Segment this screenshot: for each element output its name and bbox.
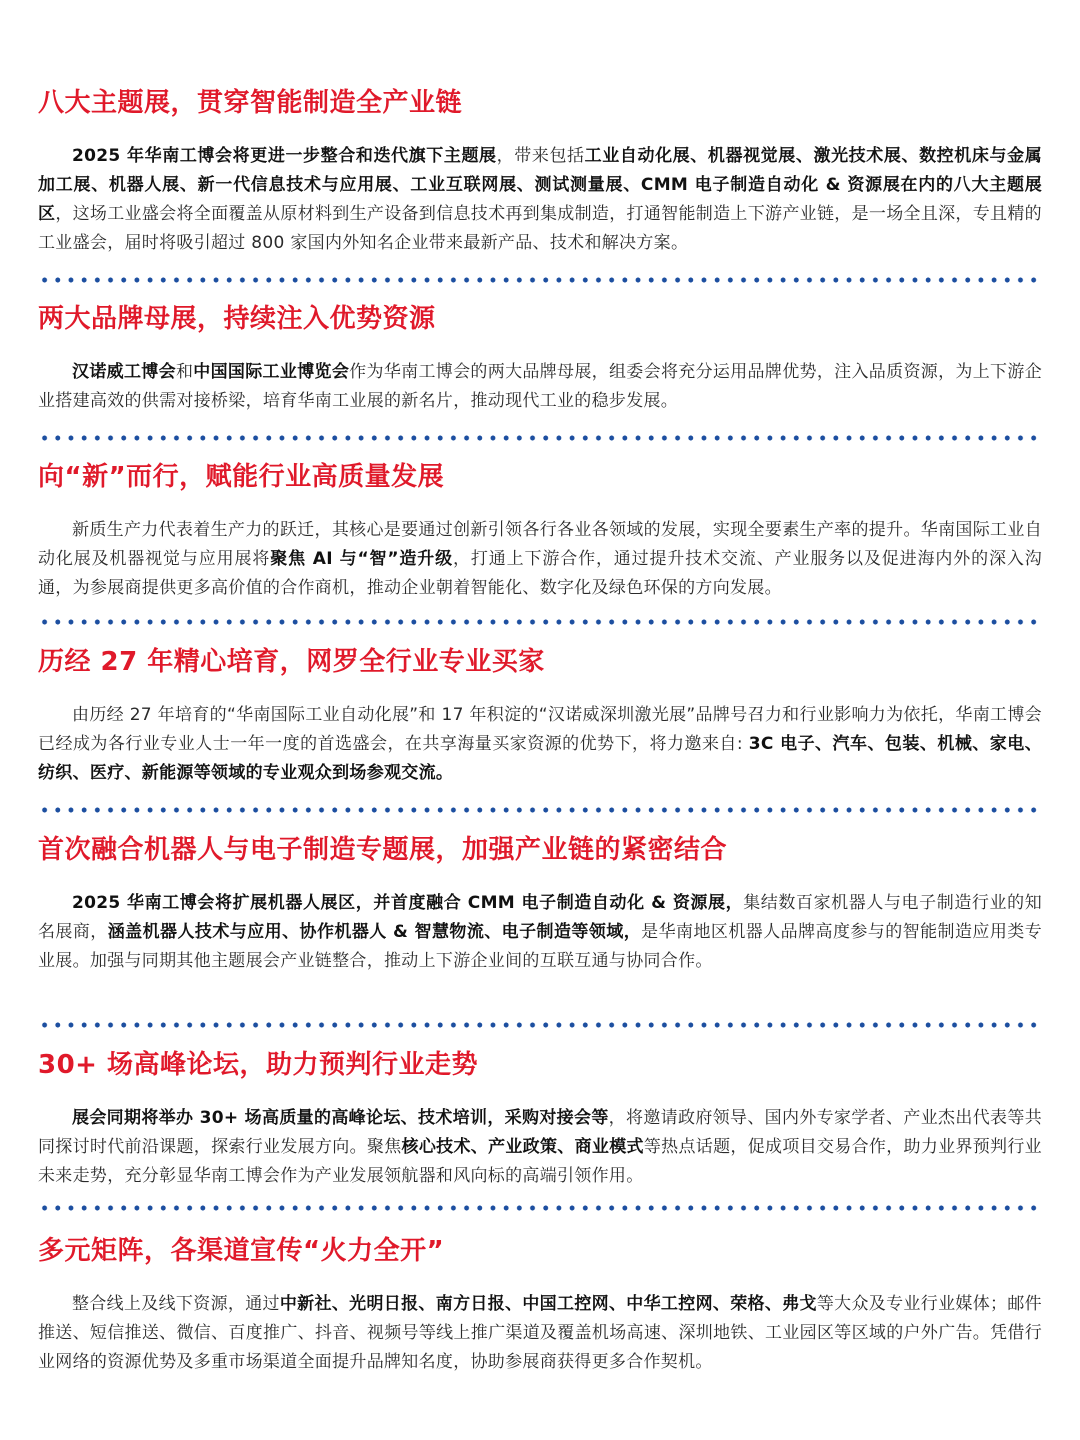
body-bold-text: 聚焦 AI 与“智”造升级: [270, 549, 454, 569]
body-bold-text: 核心技术、产业政策、商业模式: [401, 1137, 644, 1157]
body-bold-text: 中国国际工业博览会: [193, 362, 350, 382]
body-text: 是华南地区机器人品牌高度参与的智能制造应用类专业展。加强与同期其他主题展会产业链整合，推动上下游企业间的互联互通与协同合作。: [38, 922, 1043, 971]
section-title: 历经 27 年精心培育，网罗全行业专业买家: [38, 647, 545, 677]
section-body: [38, 358, 1042, 416]
body-text: 整合线上及线下资源，通过: [72, 1294, 280, 1314]
dotted-divider: [38, 807, 1042, 813]
section-body: [38, 889, 1042, 976]
dotted-divider: [38, 277, 1042, 283]
body-text: 由历经 27 年培育的“华南国际工业自动化展”和 17 年积淀的“汉诺威深圳激光展”品牌号召力和行业影响力为依托，华南工博会已经成为各行业专业人士一年一度的首选盛会，在共享海量买家资源的优势下，将力邀来自:: [38, 705, 1042, 754]
body-bold-text: 中新社、光明日报、南方日报、中国工控网、中华工控网、荣格、弗戈: [279, 1294, 817, 1314]
body-text: ，这场工业盛会将全面覆盖从原材料到生产设备到信息技术再到集成制造，打通智能制造上下游产业链，是一场全且深，专且精的工业盛会，届时将吸引超过 800 家国内外知名企业带来最新产品、技术和解决方案。: [38, 204, 1042, 253]
section-body: [38, 701, 1042, 788]
body-text: ，带来包括: [496, 146, 585, 166]
section-title: 两大品牌母展，持续注入优势资源: [38, 304, 436, 334]
section-body: [38, 142, 1042, 258]
body-bold-text: 2025 华南工博会将扩展机器人展区，并首度融合 CMM 电子制造自动化 & 资源展，: [72, 893, 744, 913]
body-bold-text: 2025 年华南工博会将更进一步整合和迭代旗下主题展: [72, 146, 497, 166]
section-title: 首次融合机器人与电子制造专题展，加强产业链的紧密结合: [38, 835, 728, 865]
body-text: 和: [175, 362, 194, 382]
dotted-divider: [38, 1205, 1042, 1211]
body-text: ，将邀请政府领导、国内外专家学者、产业杰出代表等共同探讨时代前沿课题，探索行业发展方向。聚焦: [38, 1108, 1042, 1157]
body-text: 集结数百家机器人与电子制造行业的知名展商，: [38, 893, 1042, 942]
body-bold-text: 工业自动化展、机器视觉展、激光技术展、数控机床与金属加工展、机器人展、新一代信息技术与应用展、工业互联网展、测试测量展、CMM 电子制造自动化 & 资源展在内的八大主题展区: [38, 146, 1042, 224]
body-text: 等大众及专业行业媒体；邮件推送、短信推送、微信、百度推广、抖音、视频号等线上推广渠道及覆盖机场高速、深圳地铁、工业园区等区域的户外广告。凭借行业网络的资源优势及多重市场渠道全面提升品牌知名度，协助参展商获得更多合作契机。: [38, 1294, 1042, 1372]
dotted-divider: [38, 619, 1042, 625]
section-title: 八大主题展，贯穿智能制造全产业链: [38, 88, 463, 118]
body-text: 等热点话题，促成项目交易合作，助力业界预判行业未来走势，充分彰显华南工博会作为产业发展领航器和风向标的高端引领作用。: [38, 1137, 1042, 1186]
section-title: 30+ 场高峰论坛，助力预判行业走势: [38, 1050, 479, 1080]
dotted-divider: [38, 1022, 1042, 1028]
body-bold-text: 3C 电子、汽车、包装、机械、家电、纺织、医疗、新能源等领域的专业观众到场参观交流。: [38, 734, 1043, 783]
section-body: [38, 1290, 1042, 1377]
body-bold-text: 汉诺威工博会: [72, 362, 176, 382]
section-title: 向“新”而行，赋能行业高质量发展: [38, 462, 445, 492]
section-body: [38, 516, 1042, 603]
section-body: [38, 1104, 1042, 1191]
body-bold-text: 涵盖机器人技术与应用、协作机器人 & 智慧物流、电子制造等领域，: [107, 922, 642, 942]
body-text: ，打通上下游合作，通过提升技术交流、产业服务以及促进海内外的深入沟通，为参展商提供更多高价值的合作商机，推动企业朝着智能化、数字化及绿色环保的方向发展。: [38, 549, 1042, 598]
section-title: 多元矩阵，各渠道宣传“火力全开”: [38, 1236, 445, 1266]
body-text: 新质生产力代表着生产力的跃迁，其核心是要通过创新引领各行各业各领域的发展，实现全要素生产率的提升。华南国际工业自动化展及机器视觉与应用展将: [38, 520, 1042, 569]
body-bold-text: 展会同期将举办 30+ 场高质量的高峰论坛、技术培训，采购对接会等: [72, 1108, 609, 1128]
body-text: 作为华南工博会的两大品牌母展，组委会将充分运用品牌优势，注入品质资源，为上下游企业搭建高效的供需对接桥梁，培育华南工业展的新名片，推动现代工业的稳步发展。: [38, 362, 1043, 411]
dotted-divider: [38, 435, 1042, 441]
